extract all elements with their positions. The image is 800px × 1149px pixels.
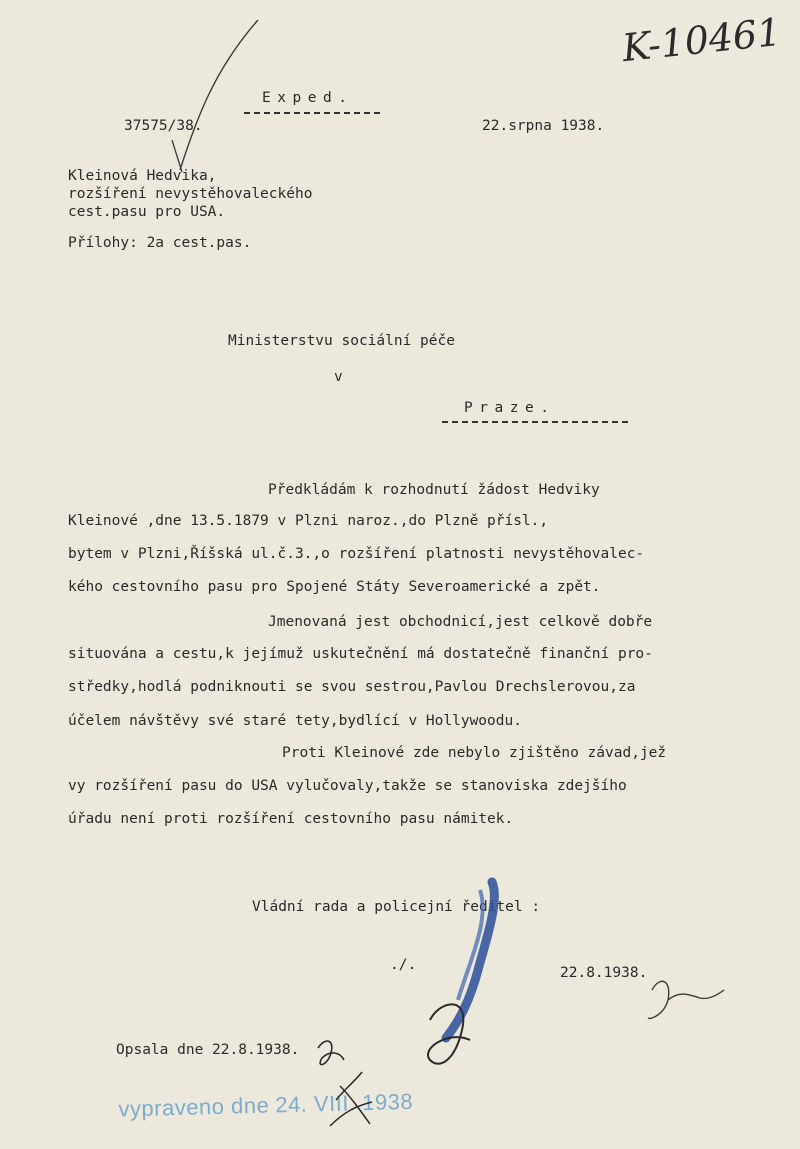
pencil-check-stroke [180, 20, 258, 170]
body-line: bytem v Plzni,Říšská ul.č.3.,o rozšíření platnosti nevystěhovalec- [68, 546, 645, 562]
typist-initials [318, 1041, 344, 1065]
body-line: středky,hodlá podniknouti se svou sestrou,Pavlou Drechslerovou,za [68, 679, 636, 695]
recipient-preposition: v [334, 369, 343, 385]
recipient-city: Praze. [464, 400, 556, 416]
stamp-label: vypraveno dne [118, 1092, 270, 1122]
closing-mark: ./. [390, 957, 417, 973]
scribble-signature [428, 1004, 470, 1063]
attachments: Přílohy: 2a cest.pas. [68, 235, 252, 251]
expedition-label: Exped. [262, 90, 354, 106]
reference-number: 37575/38. [124, 118, 203, 134]
subject-name: Kleinová Hedvika, [68, 168, 217, 184]
subject-line-2: rozšíření nevystěhovaleckého [68, 186, 313, 202]
closing-title: Vládní rada a policejní ředitel : [252, 899, 541, 915]
recipient-city-underline [442, 421, 628, 423]
body-line: Předkládám k rozhodnutí žádost Hedviky [268, 482, 600, 498]
closing-date: 22.8.1938. [560, 965, 648, 981]
clerk-signature [648, 981, 724, 1018]
recipient-ministry: Ministerstvu sociální péče [228, 333, 455, 349]
typed-by-line: Opsala dne 22.8.1938. [116, 1042, 300, 1058]
subject-line-3: cest.pasu pro USA. [68, 204, 226, 220]
body-line: Jmenovaná jest obchodnicí,jest celkově dobře [268, 614, 653, 630]
dispatch-stamp [91, 1063, 414, 1149]
body-line: úřadu není proti rozšíření cestovního pasu námitek. [68, 811, 514, 827]
body-line: účelem návštěvy své staré tety,bydlící v Hollywoodu. [68, 713, 522, 729]
body-line: vy rozšíření pasu do USA vylučovaly,takže se stanoviska zdejšího [68, 778, 627, 794]
archive-number: K-10461 [620, 9, 784, 71]
body-line: Proti Kleinové zde nebylo zjištěno závad,jež [282, 745, 667, 761]
stamp-date: 24. VIII. 1938 [274, 1088, 414, 1118]
body-line: Kleinové ,dne 13.5.1879 v Plzni naroz.,do Plzně přísl., [68, 513, 549, 529]
body-line: situována a cestu,k jejímuž uskutečnění má dostatečně finanční pro- [68, 646, 653, 662]
document-date: 22.srpna 1938. [482, 118, 605, 134]
expedition-underline [244, 112, 380, 114]
body-line: kého cestovního pasu pro Spojené Státy Severoamerické a zpět. [68, 579, 601, 595]
